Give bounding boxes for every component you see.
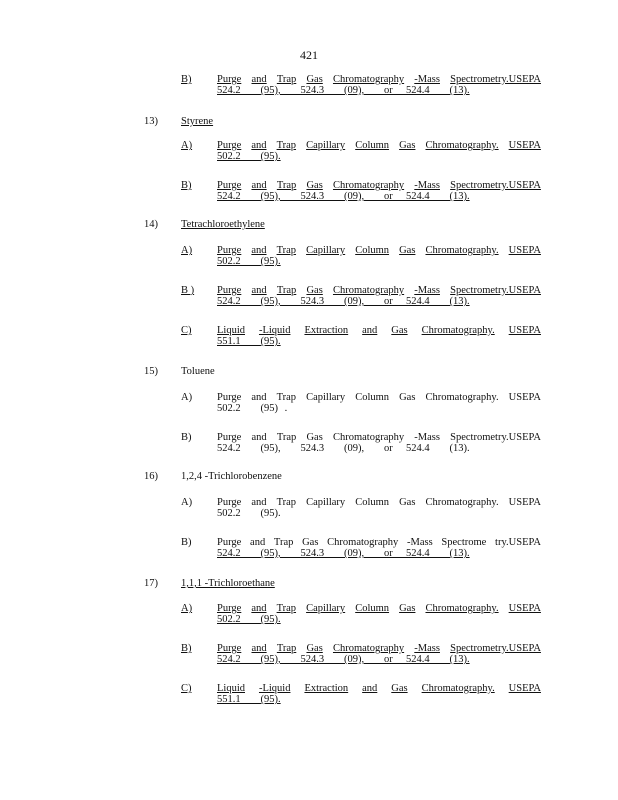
method-letter: B) <box>181 180 192 191</box>
method-reference: 524.2 (95), 524.3 (09), or 524.4 (13). <box>217 296 470 307</box>
word: Chromatography <box>332 285 405 296</box>
section-title: 1,1,1 -Trichloroethane <box>181 578 275 589</box>
method-line-1 <box>217 497 541 508</box>
word: Capillary <box>306 603 346 614</box>
word: Gas <box>391 325 408 336</box>
word: Chromatography. <box>425 603 499 614</box>
word: Spectrometry.USEPA <box>450 285 541 296</box>
word: Capillary <box>306 245 346 256</box>
word: Gas <box>399 603 416 614</box>
word: and <box>251 603 267 614</box>
word: and <box>251 643 267 654</box>
word: Spectrometry.USEPA <box>450 643 541 654</box>
method-reference: 502.2 (95) . <box>217 403 288 414</box>
word: Purge <box>217 285 242 296</box>
word: Capillary <box>306 140 346 151</box>
method-line-1 <box>217 603 541 614</box>
word: Gas <box>306 180 323 191</box>
word: Spectrometry.USEPA <box>450 432 541 443</box>
word: Column <box>355 603 390 614</box>
method-letter: C) <box>181 325 192 336</box>
method-description <box>217 603 541 625</box>
word: Purge <box>217 603 242 614</box>
word: Purge <box>217 140 242 151</box>
method-reference: 524.2 (95), 524.3 (09), or 524.4 (13). <box>217 443 470 454</box>
word: Chromatography. <box>421 683 495 694</box>
method-line-2 <box>217 614 541 625</box>
method-description <box>217 497 541 519</box>
word: Chromatography <box>332 74 405 85</box>
method-line-2 <box>217 654 541 665</box>
method-line-1 <box>217 245 541 256</box>
method-letter: A) <box>181 245 193 256</box>
word: -Liquid <box>258 325 291 336</box>
word: Gas <box>306 643 323 654</box>
word: Purge <box>217 180 242 191</box>
method-reference: 551.1 (95). <box>217 336 281 347</box>
word: Trap <box>276 285 297 296</box>
method-letter: B) <box>181 537 192 548</box>
method-description <box>217 180 541 202</box>
word: -Mass <box>414 285 440 296</box>
word: USEPA <box>508 325 541 336</box>
word: Chromatography. <box>425 140 499 151</box>
word: Purge <box>217 245 242 256</box>
method-line-1 <box>217 285 541 296</box>
method-description <box>217 74 541 96</box>
method-reference: 502.2 (95). <box>217 508 281 519</box>
word: Gas <box>391 683 408 694</box>
word: Chromatography. <box>421 325 495 336</box>
word: -Mass <box>407 537 433 548</box>
method-line-1 <box>217 74 541 85</box>
method-reference: 551.1 (95). <box>217 694 281 705</box>
method-letter: B) <box>181 643 192 654</box>
section-title: Styrene <box>181 116 214 127</box>
section-number: 16) <box>144 471 158 482</box>
word: Gas <box>306 432 323 443</box>
word: Capillary <box>306 497 346 508</box>
method-description <box>217 325 541 347</box>
word: -Mass <box>414 432 440 443</box>
word: and <box>251 245 267 256</box>
method-letter: A) <box>181 140 193 151</box>
section-number: 13) <box>144 116 158 127</box>
word: -Mass <box>414 74 440 85</box>
section-title: Tetrachloroethylene <box>181 219 265 230</box>
word: USEPA <box>508 392 541 403</box>
method-line-2 <box>217 403 541 414</box>
word: Trap <box>276 74 297 85</box>
word: and <box>251 497 267 508</box>
word: Trap <box>276 432 297 443</box>
method-reference: 502.2 (95). <box>217 614 281 625</box>
method-description <box>217 392 541 414</box>
section-number: 14) <box>144 219 158 230</box>
word: Purge <box>217 74 242 85</box>
method-line-1 <box>217 392 541 403</box>
method-description <box>217 643 541 665</box>
word: Chromatography <box>327 537 399 548</box>
method-letter: C) <box>181 683 192 694</box>
method-line-2 <box>217 151 541 162</box>
method-line-1 <box>217 180 541 191</box>
word: Spectrome <box>441 537 487 548</box>
word: Trap <box>276 180 297 191</box>
word: USEPA <box>508 140 541 151</box>
word: try.USEPA <box>495 537 541 548</box>
word: Extraction <box>304 683 349 694</box>
word: Gas <box>399 245 416 256</box>
word: and <box>251 392 267 403</box>
word: Trap <box>276 392 297 403</box>
word: Chromatography. <box>425 497 499 508</box>
word: USEPA <box>508 603 541 614</box>
word: Gas <box>399 392 416 403</box>
word: Liquid <box>217 683 245 694</box>
method-line-1 <box>217 537 541 548</box>
method-reference: 524.2 (95), 524.3 (09), or 524.4 (13). <box>217 191 470 202</box>
method-description <box>217 285 541 307</box>
section-title: Toluene <box>181 366 215 377</box>
method-line-1 <box>217 325 541 336</box>
method-line-2 <box>217 694 541 705</box>
word: Purge <box>217 643 242 654</box>
word: and <box>251 285 267 296</box>
word: Gas <box>399 140 416 151</box>
word: Purge <box>217 432 242 443</box>
word: Trap <box>276 603 297 614</box>
word: USEPA <box>508 245 541 256</box>
method-description <box>217 140 541 162</box>
word: Gas <box>399 497 416 508</box>
word: Purge <box>217 497 242 508</box>
word: and <box>362 325 378 336</box>
word: and <box>251 180 267 191</box>
method-reference: 502.2 (95). <box>217 151 281 162</box>
method-line-1 <box>217 643 541 654</box>
method-letter: B) <box>181 74 192 85</box>
method-line-2 <box>217 336 541 347</box>
word: Chromatography. <box>425 392 499 403</box>
method-line-2 <box>217 548 541 559</box>
section-number: 15) <box>144 366 158 377</box>
section-title: 1,2,4 -Trichlorobenzene <box>181 471 282 482</box>
method-letter: A) <box>181 497 193 508</box>
word: and <box>251 74 267 85</box>
word: Chromatography <box>332 432 405 443</box>
method-line-1 <box>217 683 541 694</box>
word: USEPA <box>508 683 541 694</box>
word: -Mass <box>414 643 440 654</box>
word: Gas <box>306 74 323 85</box>
method-reference: 524.2 (95), 524.3 (09), or 524.4 (13). <box>217 654 470 665</box>
word: Gas <box>306 285 323 296</box>
word: -Mass <box>414 180 440 191</box>
word: Column <box>355 140 390 151</box>
word: Gas <box>302 537 319 548</box>
word: Chromatography <box>332 180 405 191</box>
word: Chromatography <box>332 643 405 654</box>
method-letter: B ) <box>181 285 195 296</box>
word: and <box>251 432 267 443</box>
word: Capillary <box>306 392 346 403</box>
word: Spectrometry.USEPA <box>450 180 541 191</box>
method-line-2 <box>217 85 541 96</box>
word: Extraction <box>304 325 349 336</box>
word: Purge <box>217 392 242 403</box>
word: Spectrometry.USEPA <box>450 74 541 85</box>
section-number: 17) <box>144 578 158 589</box>
method-description <box>217 432 541 454</box>
word: Chromatography. <box>425 245 499 256</box>
word: Column <box>355 245 390 256</box>
word: and <box>251 140 267 151</box>
word: Column <box>355 497 390 508</box>
word: Trap <box>276 140 297 151</box>
method-line-2 <box>217 508 541 519</box>
method-reference: 502.2 (95). <box>217 256 281 267</box>
method-line-2 <box>217 296 541 307</box>
method-line-2 <box>217 191 541 202</box>
method-letter: A) <box>181 603 193 614</box>
method-description <box>217 683 541 705</box>
word: Trap <box>276 643 297 654</box>
method-line-1 <box>217 432 541 443</box>
method-reference: 524.2 (95), 524.3 (09), or 524.4 (13). <box>217 85 470 96</box>
method-description <box>217 245 541 267</box>
word: Trap <box>276 245 297 256</box>
word: Trap <box>273 537 294 548</box>
method-letter: A) <box>181 392 193 403</box>
word: -Liquid <box>258 683 291 694</box>
method-reference: 524.2 (95), 524.3 (09), or 524.4 (13). <box>217 548 470 559</box>
word: Column <box>355 392 390 403</box>
method-line-2 <box>217 256 541 267</box>
method-line-1 <box>217 140 541 151</box>
method-line-2 <box>217 443 541 454</box>
word: Liquid <box>217 325 245 336</box>
word: Purge <box>217 537 242 548</box>
word: and <box>362 683 378 694</box>
page-number: 421 <box>300 48 318 62</box>
word: USEPA <box>508 497 541 508</box>
word: and <box>250 537 266 548</box>
method-description <box>217 537 541 559</box>
word: Trap <box>276 497 297 508</box>
method-letter: B) <box>181 432 192 443</box>
